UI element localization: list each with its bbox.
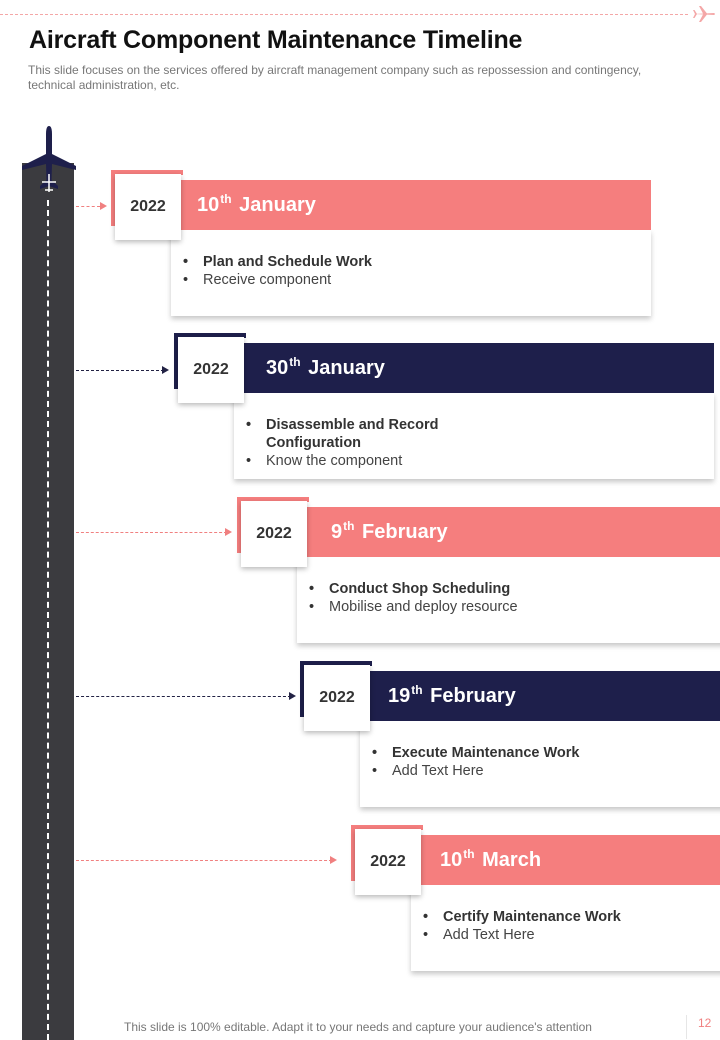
- airplane-icon: [692, 4, 716, 24]
- divider: [686, 1015, 687, 1039]
- entry-task-list: [423, 908, 621, 944]
- header-divider: [0, 14, 688, 15]
- entry-year: 2022: [304, 665, 370, 731]
- task-item: • Plan and Schedule Work: [183, 253, 372, 271]
- arrow-right-icon: [162, 366, 169, 374]
- runway-centerline: [47, 200, 49, 1040]
- timeline-entry: [351, 825, 720, 975]
- task-item: • Disassemble and Record Configuration: [246, 416, 476, 452]
- timeline-connector: [76, 532, 227, 533]
- page-title: Aircraft Component Maintenance Timeline: [29, 26, 523, 54]
- timeline-connector: [76, 206, 100, 207]
- timeline-entry: [300, 661, 720, 811]
- arrow-right-icon: [225, 528, 232, 536]
- task-item: • Certify Maintenance Work: [423, 908, 621, 926]
- task-item: • Mobilise and deploy resource: [309, 598, 518, 616]
- task-item: • Execute Maintenance Work: [372, 744, 580, 762]
- page-subtitle: This slide focuses on the services offered by aircraft management company such as repossession and contingency, technical administration, etc.: [28, 63, 642, 92]
- task-item: • Add Text Here: [423, 926, 621, 944]
- arrow-right-icon: [330, 856, 337, 864]
- timeline-connector: [76, 696, 291, 697]
- airplane-icon: [20, 124, 78, 196]
- timeline-connector: [76, 370, 164, 371]
- task-item: • Receive component: [183, 271, 372, 289]
- task-item: • Know the component: [246, 452, 476, 470]
- footer-note: This slide is 100% editable. Adapt it to your needs and capture your audience's attention: [124, 1020, 592, 1034]
- page-number: 12: [698, 1016, 712, 1030]
- timeline-entry: [174, 333, 720, 483]
- entry-date: 30th January: [266, 355, 385, 379]
- entry-year: 2022: [178, 337, 244, 403]
- entry-year: 2022: [355, 829, 421, 895]
- entry-date: 9th February: [331, 519, 448, 543]
- task-item: • Add Text Here: [372, 762, 580, 780]
- timeline-connector: [76, 860, 332, 861]
- entry-year: 2022: [241, 501, 307, 567]
- entry-task-list: [183, 253, 372, 289]
- entry-year: 2022: [115, 174, 181, 240]
- entry-task-list: [372, 744, 580, 780]
- entry-date: 10th January: [197, 192, 316, 216]
- entry-date: 19th February: [388, 683, 516, 707]
- entry-date: 10th March: [440, 847, 542, 871]
- entry-task-list: [309, 580, 518, 616]
- arrow-right-icon: [100, 202, 107, 210]
- entry-task-list: [246, 416, 476, 470]
- timeline-entry: [111, 170, 671, 320]
- timeline-entry: [237, 497, 720, 647]
- task-item: • Conduct Shop Scheduling: [309, 580, 518, 598]
- arrow-right-icon: [289, 692, 296, 700]
